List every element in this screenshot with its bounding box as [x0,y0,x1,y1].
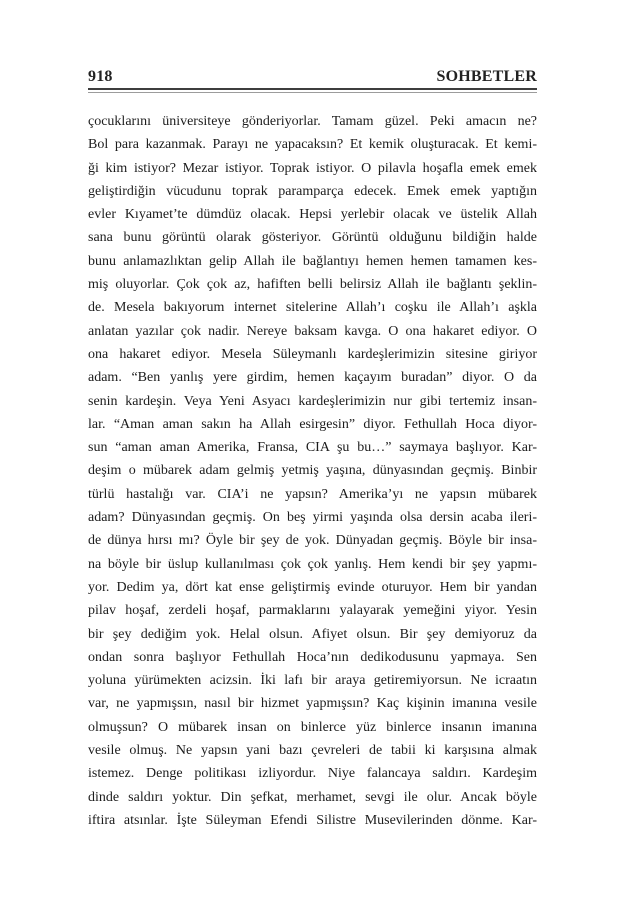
text-line: anlatan yazılar çok nadir. Nereye baksam kavga. O ona hakaret ediyor. O [88,323,537,339]
text-line: geliştirdiğin vücudunu toprak paramparça edecek. Emek emek yaptığın [88,183,537,199]
text-line: sun “aman aman Amerika, Fransa, CIA şu bu…” saymaya başlıyor. Kar- [88,440,537,456]
text-line: lar. “Aman aman sakın ha Allah esirgesin” diyor. Fethullah Hoca diyor- [88,416,537,432]
text-line: çocuklarını üniversiteye gönderiyorlar. Tamam güzel. Peki amacın ne? [88,114,537,129]
text-line: türlü hastalığı var. CIA’i ne yapsın? Amerika’yı ne yapsın mübarek [88,486,537,502]
header-rule-top [88,88,537,90]
header-rule [88,88,537,93]
text-line: pilav hoşaf, zerdeli hoşaf, parmaklarını yalayarak yemeğini yiyor. Yesin [88,603,537,619]
text-line: var, ne yapmışsın, nasıl bir hizmet yapmışsın? Kaç kişinin imanına vesile [88,696,537,712]
text-line: bunu anlamazlıktan gelip Allah ile bağlantıyı hemen hemen tamamen kes- [88,253,537,269]
text-line: bir şey dediğim yok. Helal olsun. Afiyet olsun. Bir şey demiyoruz da [88,626,537,642]
text-line: ondan sonra başlıyor Fethullah Hoca’nın dedikodusunu yapmaya. Sen [88,649,537,665]
header-rule-bottom [88,92,537,93]
text-line: olmuşsun? O mübarek insan on binlerce yüz binlerce insanın imanına [88,719,537,735]
text-line: yor. Dedim ya, dört kat ense geliştirmiş evinde oturuyor. Hem bir yandan [88,579,537,595]
body-text [88,110,537,832]
text-line: de dünya hırsı mı? Öyle bir şey de yok. Dünyadan geçmiş. Böyle bir insa- [88,533,537,549]
text-line: dinde saldırı yoktur. Din şefkat, merhamet, sevgi ile olur. Ancak böyle [88,789,537,805]
text-line: de. Mesela bakıyorum internet sitelerine Allah’ı coşku ile Allah’ı aşkla [88,300,537,316]
text-line: istemez. Denge politikası izliyordur. Niye falancaya saldırı. Kardeşim [88,766,537,782]
text-line: deşim o mübarek adam gelmiş yetmiş yaşına, dünyasından geçmiş. Binbir [88,463,537,479]
text-line: miş oluyorlar. Çok çok az, hafiften belli belirsiz Allah ile bağlantı şeklin- [88,277,537,293]
text-line: na böyle bir üslup kullanılması çok çok yanlış. Hem kendi bir şey yapmı- [88,556,537,572]
running-title: SOHBETLER [436,68,537,85]
text-line: evler Kıyamet’te dümdüz olacak. Hepsi yerlebir olacak ve üstelik Allah [88,207,537,223]
text-line: senin kardeşin. Veya Yeni Asyacı kardeşlerimizin nur gibi tertemiz insan- [88,393,537,409]
page-number: 918 [88,68,113,85]
text-line: ona hakaret ediyor. Mesela Süleymanlı kardeşlerimizin sitesine giriyor [88,346,537,362]
page-content [88,68,537,832]
text-line: vesile olmuş. Ne yapsın yani bazı çevreleri de tabii ki karşısına almak [88,743,537,759]
text-line: ği kim istiyor? Mezar istiyor. Toprak istiyor. O pilavla hoşafla emek emek [88,160,537,176]
text-line: yoluna yürümekten acizsin. İki lafı bir araya getiremiyorsun. Ne icraatın [88,673,537,689]
text-line: sana bunu görüntü olarak gösteriyor. Görüntü olduğunu bildiğin halde [88,230,537,246]
text-line: iftira atsınlar. İşte Süleyman Efendi Silistre Musevilerinden dönme. Kar- [88,812,537,828]
text-line: adam. “Ben yanlış yere girdim, hemen kaçayım buradan” diyor. O da [88,370,537,386]
text-line: adam? Dünyasından geçmiş. On beş yirmi yaşında olsa dersin acaba ileri- [88,510,537,526]
text-line: Bol para kazanmak. Parayı ne yapacaksın? Et kemik oluşturacak. Et kemi- [88,137,537,153]
page-header [88,68,537,86]
